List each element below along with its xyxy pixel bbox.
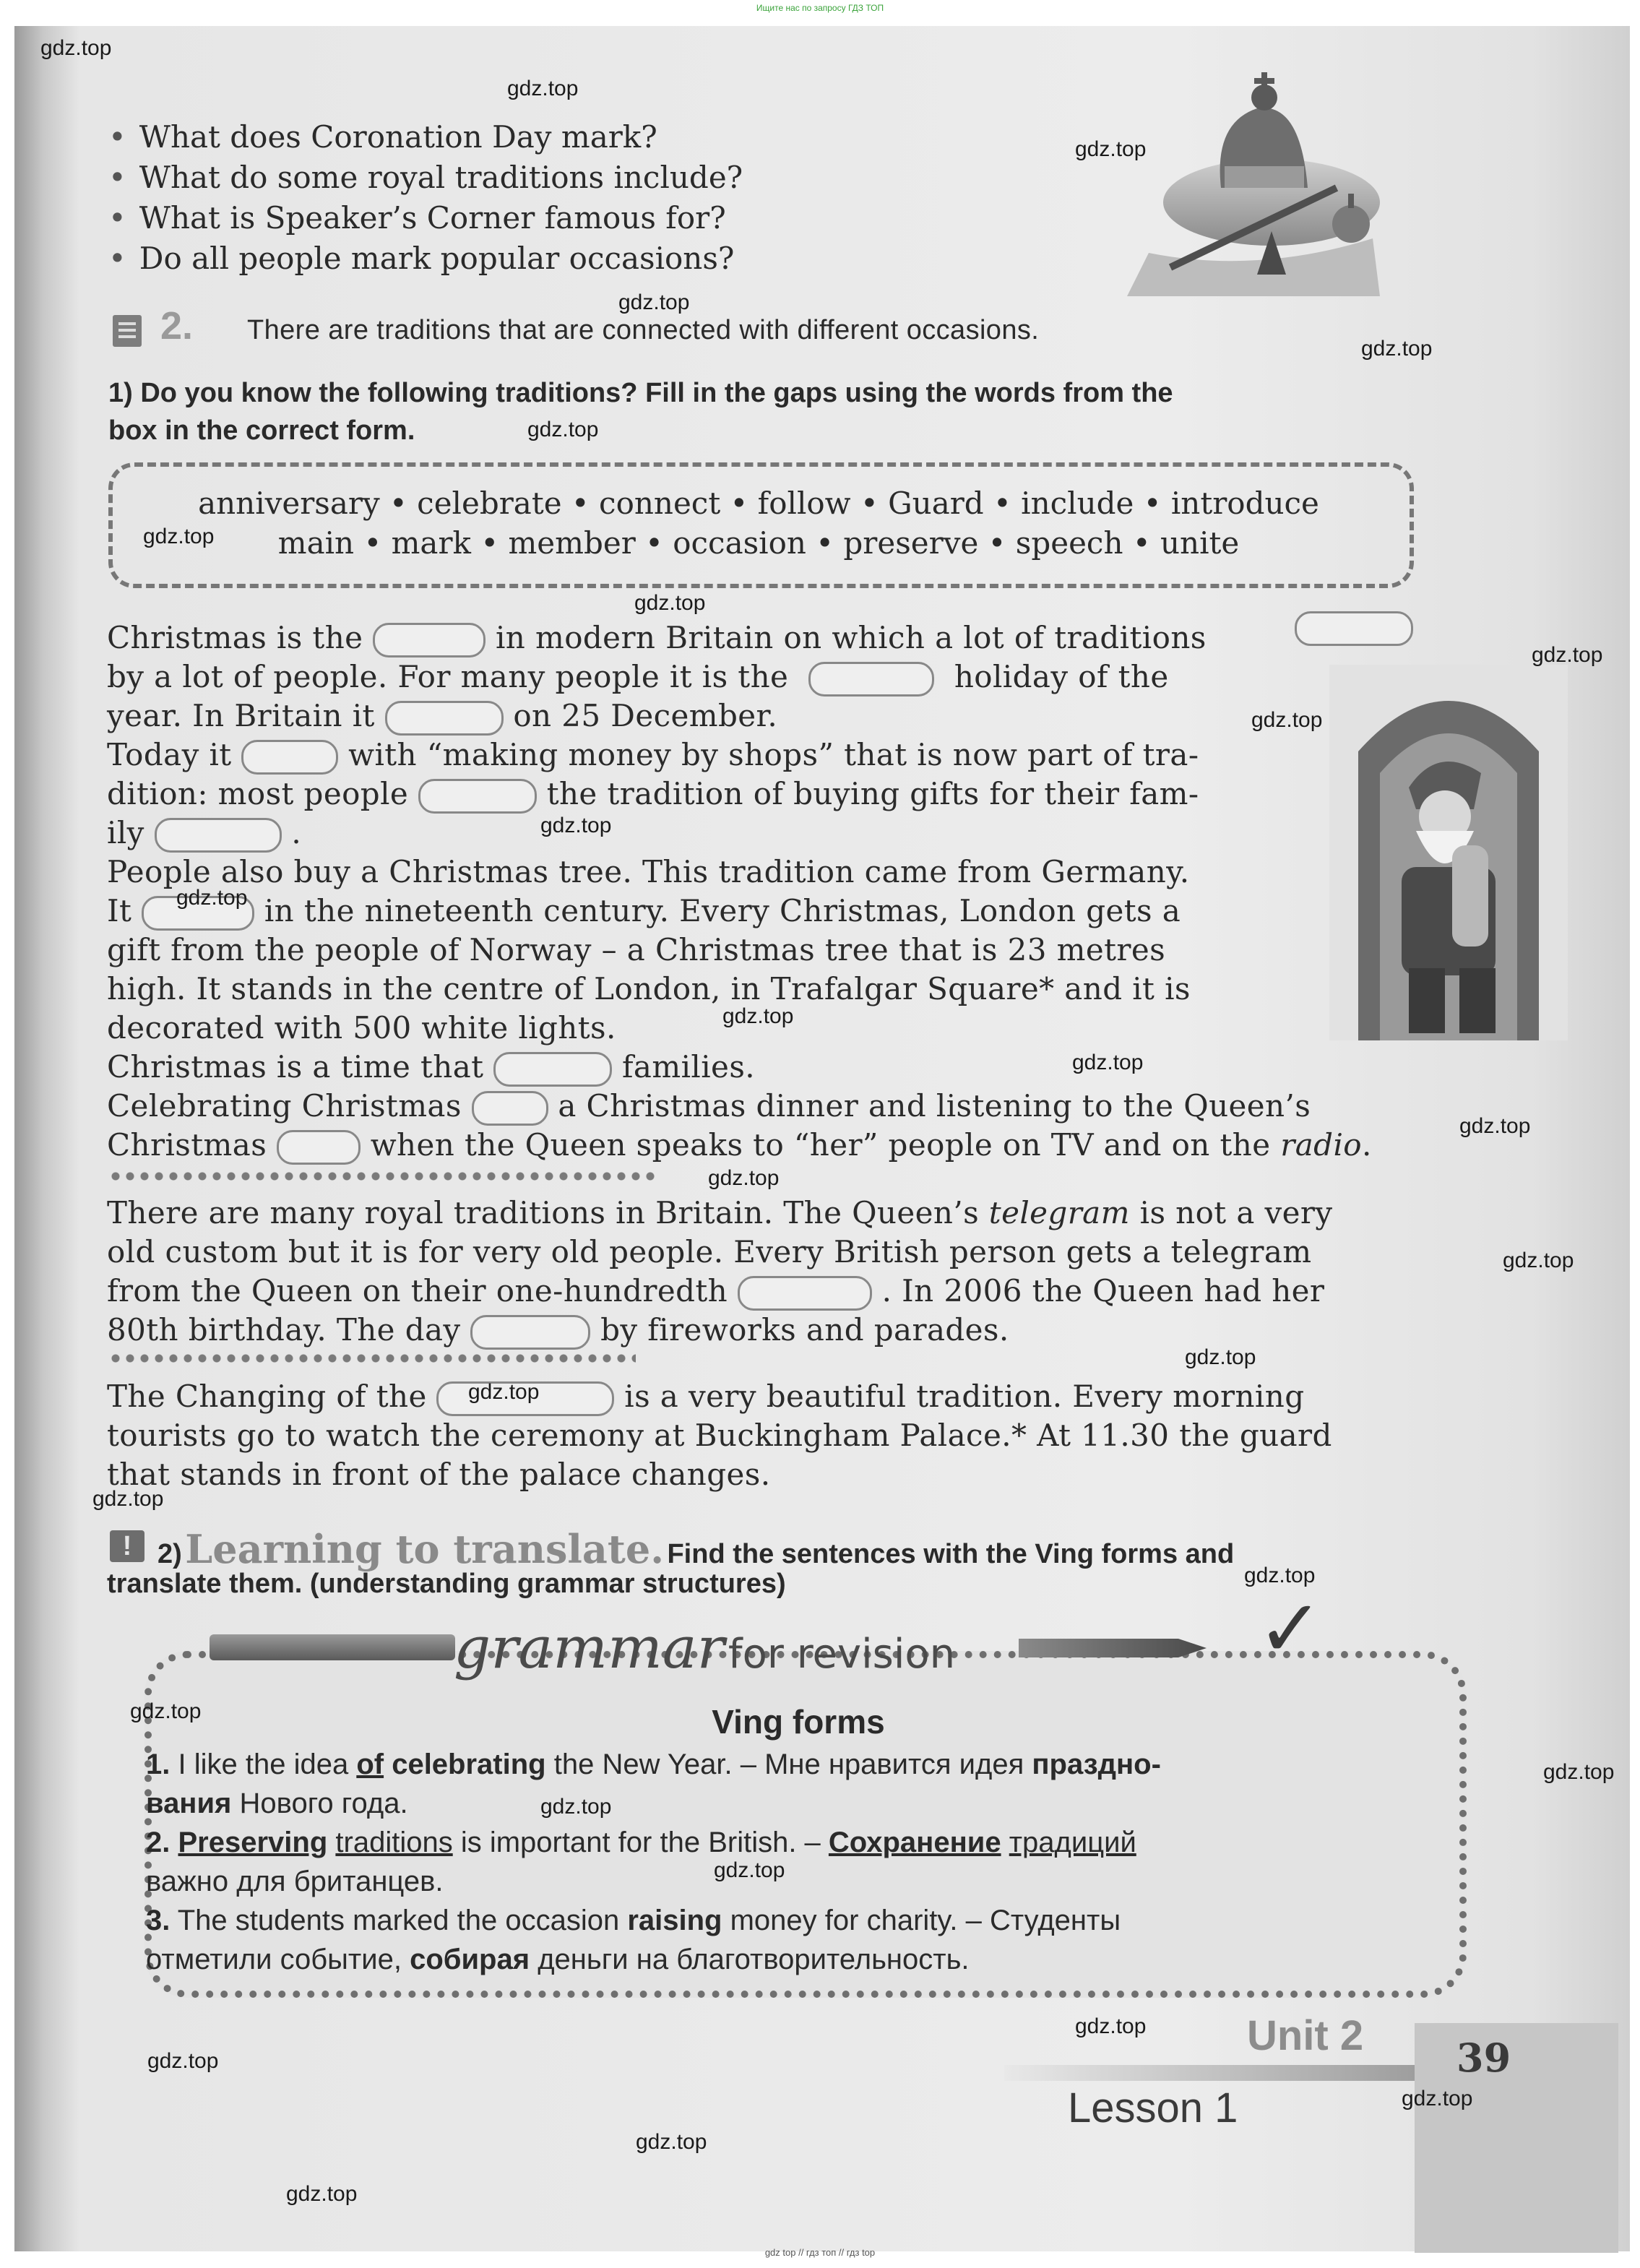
text-line: Celebrating Christmas a Christmas dinner and listening to the Queen’s	[107, 1088, 1311, 1126]
page-tab	[1415, 2023, 1618, 2253]
watermark: gdz.top	[618, 290, 690, 314]
unit-label: Unit 2	[1247, 2012, 1364, 2059]
text-icon	[113, 315, 142, 347]
santa-photo	[1329, 665, 1568, 1040]
site-note-bottom: gdz top // гдз топ // гдз top	[764, 2247, 876, 2258]
grammar-example-1-cont: вания Нового года.	[146, 1788, 408, 1819]
watermark: gdz.top	[1459, 1114, 1531, 1138]
lesson-label: Lesson 1	[1068, 2084, 1238, 2131]
exercise-intro: There are traditions that are connected with different occasions.	[247, 315, 1040, 345]
text-line: It in the nineteenth century. Every Christmas, London gets a	[107, 893, 1181, 931]
answer-gap[interactable]	[470, 1315, 590, 1350]
text-line: 80th birthday. The day by fireworks and parades.	[107, 1312, 1009, 1350]
text-line: tourists go to watch the ceremony at Buckingham Palace.* At 11.30 the guard	[107, 1418, 1332, 1453]
watermark: gdz.top	[1185, 1345, 1256, 1369]
watermark: gdz.top	[636, 2130, 707, 2154]
list-item: • What does Coronation Day mark?	[108, 117, 743, 158]
watermark: gdz.top	[708, 1166, 780, 1190]
text-line: gift from the people of Norway – a Christmas tree that is 23 metres	[107, 932, 1166, 967]
watermark: gdz.top	[1072, 1051, 1144, 1074]
watermark: gdz.top	[1361, 337, 1433, 361]
watermark: gdz.top	[1543, 1760, 1615, 1784]
answer-gap[interactable]	[808, 662, 934, 697]
crown-illustration	[1127, 58, 1387, 296]
text-line: People also buy a Christmas tree. This tradition came from Germany.	[107, 854, 1190, 889]
site-note-top: Ищите нас по запросу ГДЗ ТОП	[756, 3, 884, 13]
text-line: Christmas is a time that families.	[107, 1049, 755, 1087]
watermark: gdz.top	[92, 1487, 164, 1511]
grammar-example-3: 3. The students marked the occasion raising money for charity. – Студенты	[146, 1905, 1121, 1936]
text-line: Today it with “making money by shops” that is now part of tra-	[107, 737, 1199, 775]
answer-gap[interactable]	[1295, 611, 1413, 646]
answer-gap[interactable]	[418, 779, 537, 814]
grammar-example-1: 1. I like the idea of celebrating the New Year. – Мне нравится идея праздно-	[146, 1749, 1161, 1780]
pencil-icon	[210, 1634, 455, 1660]
watermark: gdz.top	[1075, 137, 1147, 161]
text-line: decorated with 500 white lights.	[107, 1010, 616, 1045]
grammar-banner: grammar for revision	[454, 1614, 956, 1681]
list-item: • Do all people mark popular occasions?	[108, 238, 743, 279]
task-2-instructions: translate them. (understanding grammar structures)	[107, 1569, 786, 1599]
answer-gap[interactable]	[385, 701, 504, 736]
task-2-heading: 2) Learning to translate. Find the sentences with the Ving forms and	[157, 1526, 1235, 1572]
grammar-title: Ving forms	[712, 1703, 885, 1741]
checkmark-icon: ✓	[1257, 1582, 1324, 1675]
grammar-example-2: 2. Preserving traditions is important for the British. – Сохранение традиций	[146, 1827, 1136, 1858]
watermark: gdz.top	[130, 1699, 202, 1723]
text-line: from the Queen on their one-hundredth . In 2006 the Queen had her	[107, 1273, 1324, 1311]
watermark: gdz.top	[540, 814, 612, 837]
watermark: gdz.top	[507, 77, 579, 100]
text-line: Christmas is the in modern Britain on which a lot of traditions	[107, 620, 1207, 657]
footer-bar	[1004, 2065, 1438, 2081]
watermark: gdz.top	[176, 886, 248, 910]
crown-icon	[1127, 58, 1387, 296]
text-line: high. It stands in the centre of London, in Trafalgar Square* and it is	[107, 971, 1191, 1006]
grammar-example-2-cont: важно для британцев.	[146, 1866, 444, 1897]
watermark: gdz.top	[634, 591, 706, 615]
santa-icon	[1329, 665, 1568, 1040]
text-line: year. In Britain it on 25 December.	[107, 698, 777, 736]
text-line: There are many royal traditions in Britain. The Queen’s telegram is not a very	[107, 1195, 1333, 1230]
answer-gap[interactable]	[373, 623, 485, 657]
page-number: 39	[1456, 2035, 1511, 2081]
watermark: gdz.top	[147, 2049, 219, 2073]
answer-gap[interactable]	[277, 1130, 361, 1165]
text-line: dition: most people the tradition of buying gifts for their fam-	[107, 776, 1199, 814]
answer-gap[interactable]	[472, 1091, 548, 1126]
text-line: that stands in front of the palace changes.	[107, 1457, 771, 1492]
list-item: • What do some royal traditions include?	[108, 158, 743, 198]
watermark: gdz.top	[468, 1380, 540, 1404]
watermark: gdz.top	[286, 2182, 358, 2206]
watermark: gdz.top	[527, 418, 599, 441]
word-box-row-1: anniversary • celebrate • connect • follow • Guard • include • introduce	[198, 486, 1319, 521]
watermark: gdz.top	[1251, 708, 1323, 732]
attention-icon: !	[110, 1530, 144, 1562]
text-line: old custom but it is for very old people. Every British person gets a telegram	[107, 1234, 1312, 1269]
question-list	[108, 117, 743, 279]
text-line: by a lot of people. For many people it is the holiday of the	[107, 659, 1169, 697]
section-divider	[108, 1172, 657, 1181]
watermark: gdz.top	[1503, 1249, 1574, 1272]
watermark: gdz.top	[1402, 2087, 1473, 2110]
watermark: gdz.top	[143, 525, 215, 548]
text-line: ily .	[107, 815, 301, 853]
watermark: gdz.top	[40, 36, 112, 60]
pencil-tip-icon	[1019, 1639, 1207, 1657]
answer-gap[interactable]	[241, 740, 338, 775]
watermark: gdz.top	[722, 1004, 794, 1028]
watermark: gdz.top	[1075, 2014, 1147, 2038]
watermark: gdz.top	[714, 1858, 785, 1882]
answer-gap[interactable]	[493, 1052, 612, 1087]
watermark: gdz.top	[1244, 1564, 1316, 1587]
text-line: The Changing of the is a very beautiful tradition. Every morning	[107, 1379, 1305, 1416]
watermark: gdz.top	[1532, 643, 1603, 667]
word-box-row-2: main • mark • member • occasion • preserve • speech • unite	[277, 525, 1240, 561]
answer-gap[interactable]	[738, 1276, 872, 1311]
watermark: gdz.top	[540, 1795, 612, 1819]
exercise-number: 2.	[160, 304, 194, 348]
grammar-example-3-cont: отметили событие, собирая деньги на благотворительность.	[146, 1944, 970, 1975]
list-item: • What is Speaker’s Corner famous for?	[108, 198, 743, 238]
section-divider	[108, 1354, 636, 1363]
task-1-instructions: 1) Do you know the following traditions? Fill in the gaps using the words from the box in the correct form.	[108, 378, 1173, 446]
text-line: Christmas when the Queen speaks to “her” people on TV and on the radio.	[107, 1127, 1372, 1165]
answer-gap[interactable]	[155, 818, 282, 853]
